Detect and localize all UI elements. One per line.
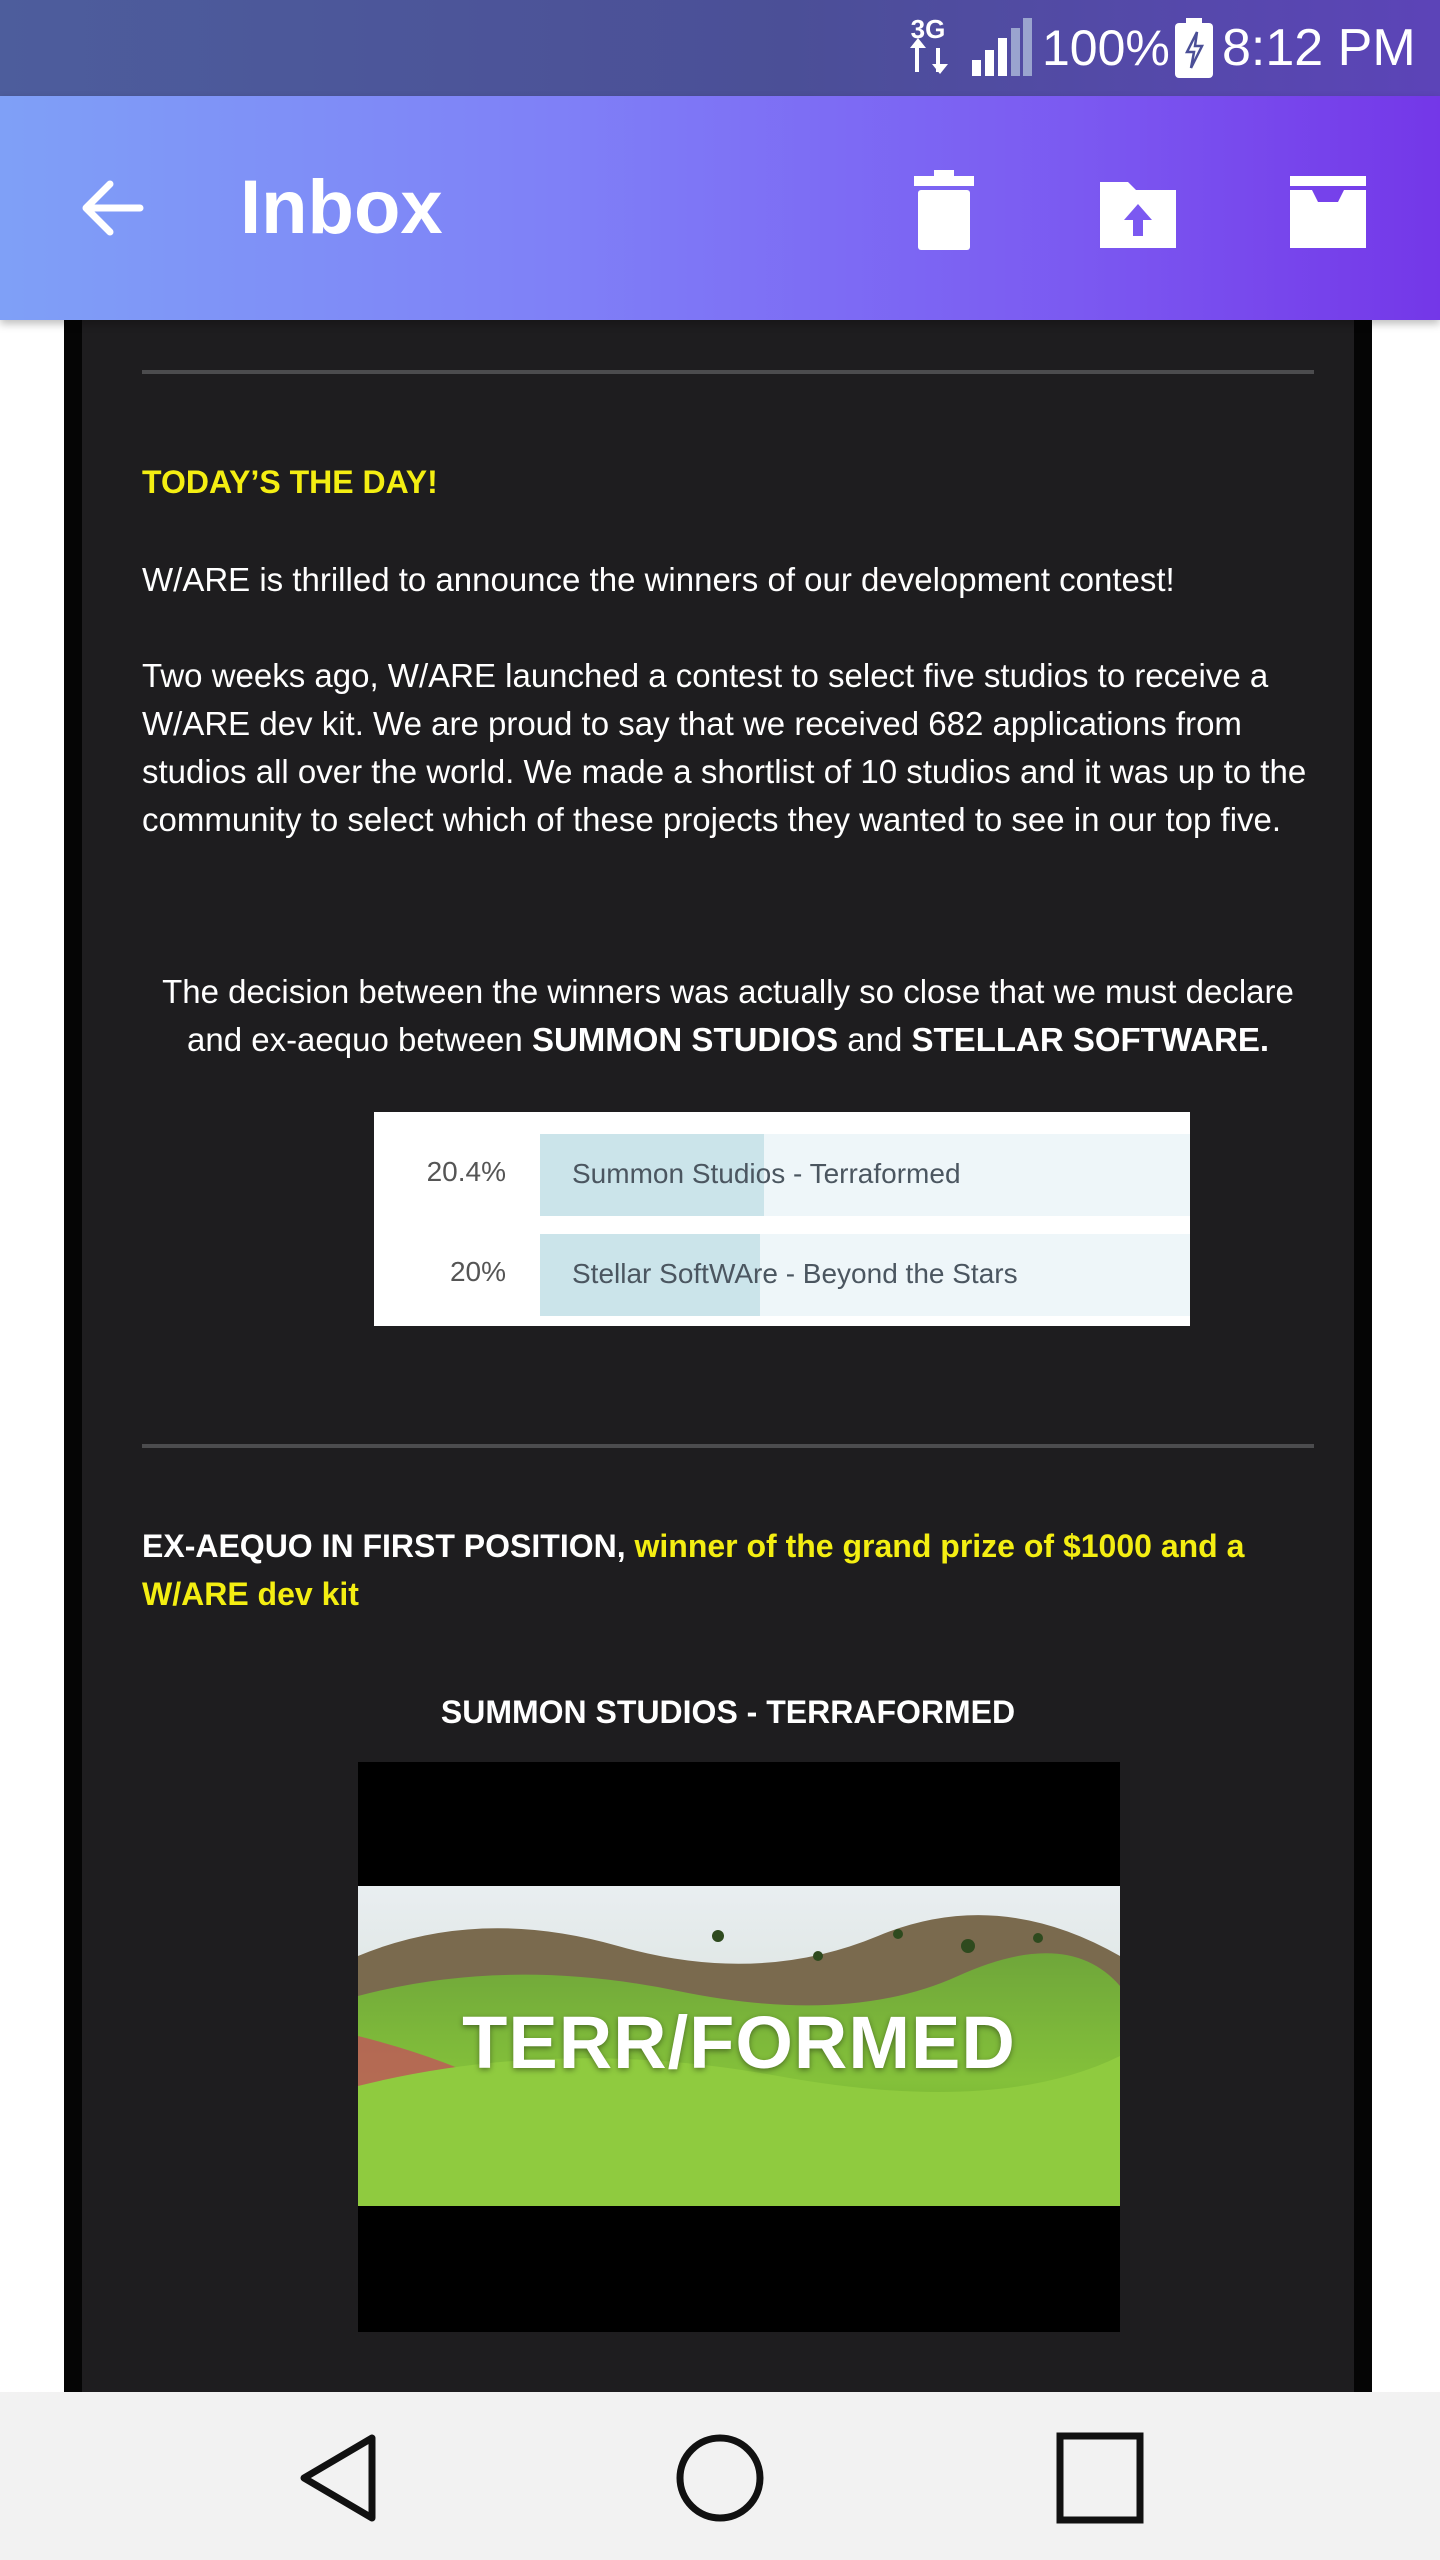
first-position-label: EX-AEQUO IN FIRST POSITION, xyxy=(142,1528,626,1564)
email-body-paragraph: Two weeks ago, W/ARE launched a contest to select five studios to receive a W/ARE dev kit. We are proud to say that we received 682 applications from studios all over the world. We made a shortlist of 10 studios and it was up to the community to select which of these projects they wanted to see in our top five. xyxy=(142,657,1307,838)
decision-text: The decision between the winners was actually so close that we must declare and ex-aequo between xyxy=(162,973,1294,1058)
game-title: SUMMON STUDIOS - TERRAFORMED xyxy=(440,1694,1016,1730)
decision-and: and xyxy=(847,1021,903,1058)
move-to-folder-icon[interactable] xyxy=(1096,168,1180,252)
network-type: 3G xyxy=(910,14,946,44)
poll-option-label: Stellar SoftWAre - Beyond the Stars xyxy=(572,1258,1018,1289)
nav-recent-apps-icon[interactable] xyxy=(1050,2428,1150,2528)
battery-charging-icon xyxy=(1175,18,1213,78)
page-title: Inbox xyxy=(240,165,443,250)
grand-prize-text: winner of the grand prize of $1000 and a W/ARE dev kit xyxy=(142,1528,1245,1612)
email-body xyxy=(64,320,1372,2392)
studio-name-2: STELLAR SOFTWARE. xyxy=(911,1021,1270,1058)
divider xyxy=(142,370,1314,374)
poll-option-label: Summon Studios - Terraformed xyxy=(572,1158,961,1189)
nav-back-icon[interactable] xyxy=(290,2428,390,2528)
poll-percent: 20.4% xyxy=(426,1156,506,1187)
email-intro: W/ARE is thrilled to announce the winners of our development contest! xyxy=(142,561,1175,598)
delete-icon[interactable] xyxy=(902,168,986,252)
video-logo-text: TERR/FORMED xyxy=(462,2001,1016,2084)
archive-icon[interactable] xyxy=(1286,168,1370,252)
video-thumbnail[interactable] xyxy=(358,1762,1120,2332)
battery-percent: 100% xyxy=(1042,20,1170,76)
nav-home-icon[interactable] xyxy=(670,2428,770,2528)
poll-results xyxy=(374,1112,1190,1326)
first-position-heading xyxy=(142,1522,1314,1618)
email-headline: TODAY’S THE DAY! xyxy=(142,464,438,500)
system-navigation-bar xyxy=(0,2392,1440,2560)
signal-strength-icon xyxy=(970,18,1032,76)
status-bar xyxy=(0,0,1440,96)
network-indicator xyxy=(898,14,958,80)
poll-row xyxy=(374,1134,1190,1216)
divider xyxy=(142,1444,1314,1448)
poll-percent: 20% xyxy=(449,1256,506,1287)
app-bar xyxy=(0,96,1440,320)
decision-paragraph xyxy=(142,968,1314,1064)
back-arrow-icon[interactable] xyxy=(72,168,152,248)
poll-row xyxy=(374,1234,1190,1316)
clock: 8:12 PM xyxy=(1222,19,1416,77)
studio-name-1: SUMMON STUDIOS xyxy=(531,1021,839,1058)
